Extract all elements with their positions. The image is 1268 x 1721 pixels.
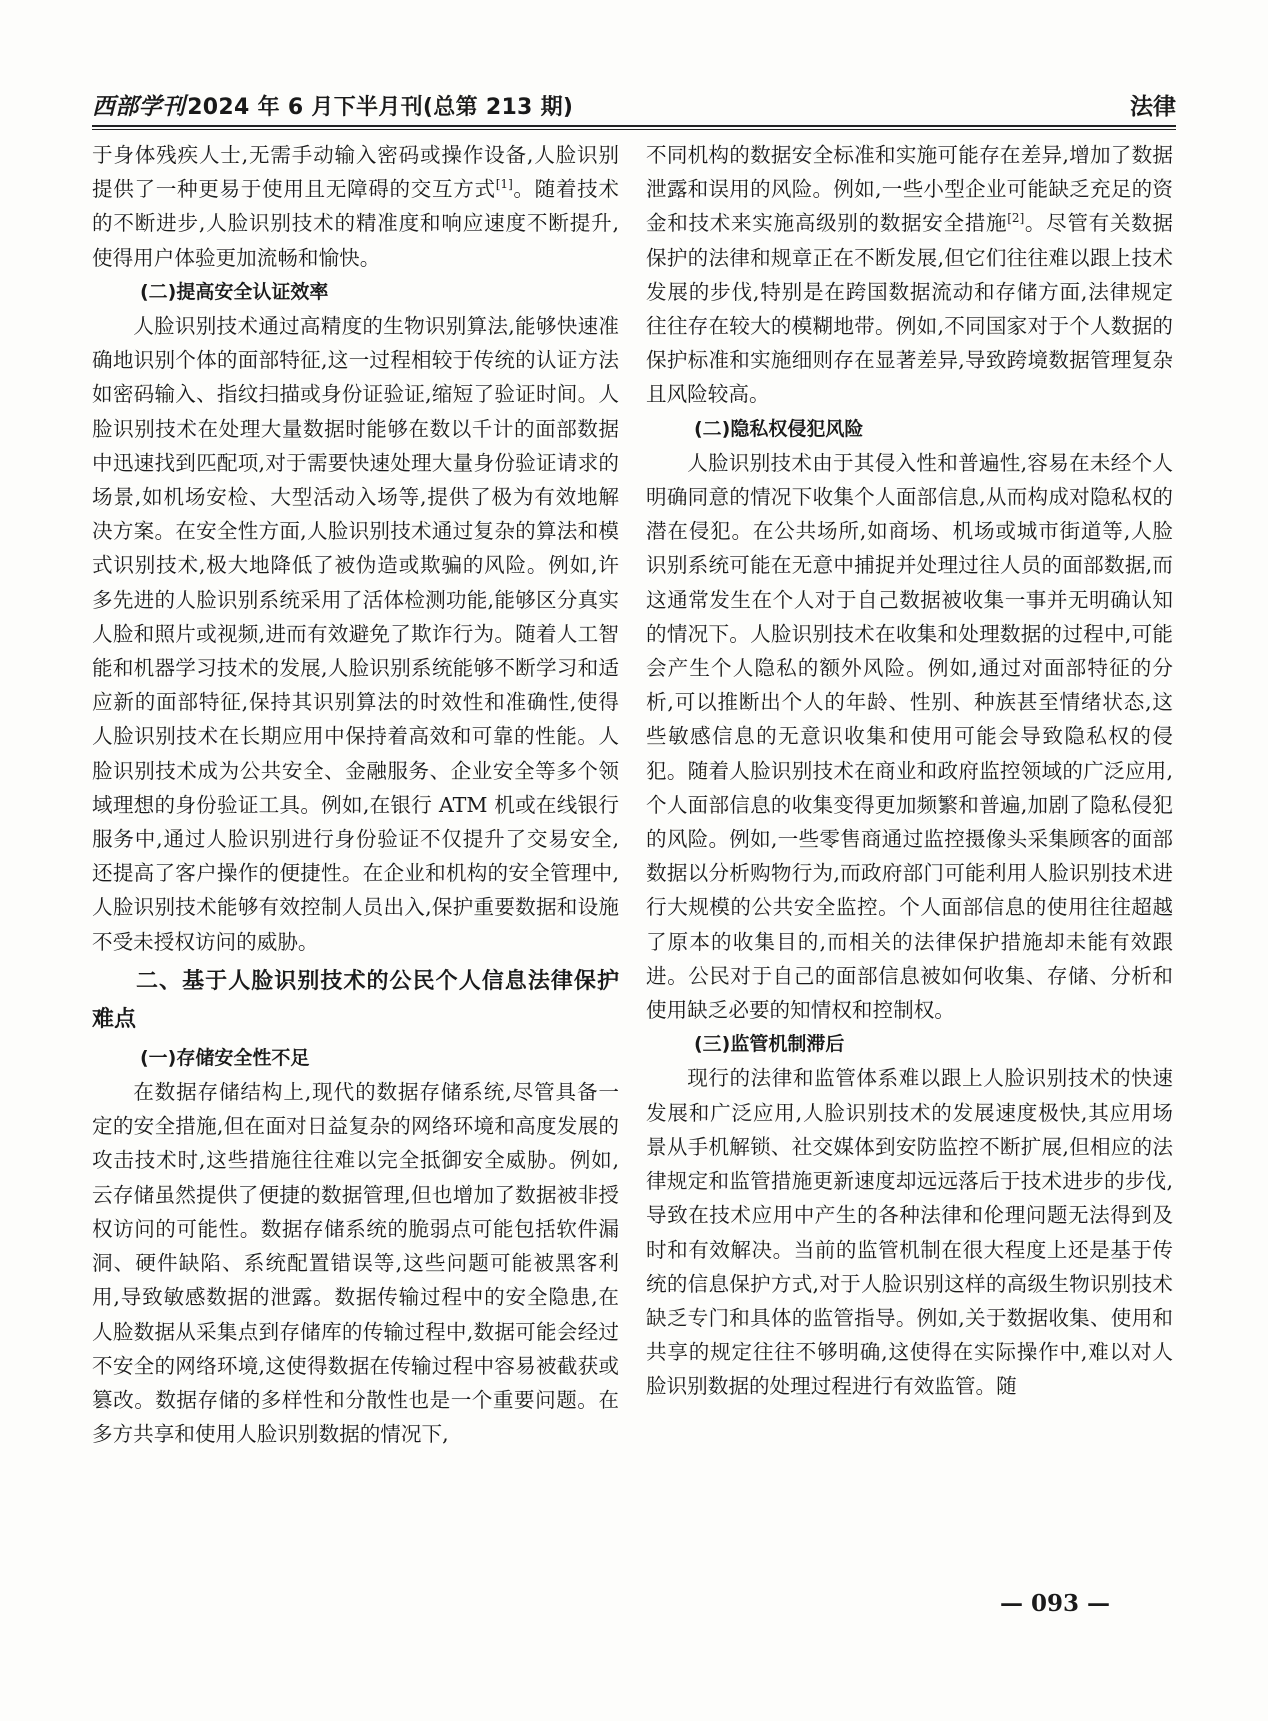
section-heading-2: 二、基于人脸识别技术的公民个人信息法律保护难点: [92, 968, 619, 1032]
paragraph-text: 。尽管有关数据保护的法律和规章正在不断发展,但它们往往难以跟上技术发展的步伐,特别是在跨国数据流动和存储方面,法律规定往往存在较大的模糊地带。例如,不同国家对于个人数据的保护标准和实施细则存在显著差异,导致跨境数据管理复杂且风险较高。: [646, 211, 1173, 407]
header-rule-thick: [92, 125, 1176, 127]
paragraph: 人脸识别技术通过高精度的生物识别算法,能够快速准确地识别个体的面部特征,这一过程相较于传统的认证方法如密码输入、指纹扫描或身份证验证,缩短了验证时间。人脸识别技术在处理大量数据时能够在数以千计的面部数据中迅速找到匹配项,对于需要快速处理大量身份验证请求的场景,如机场安检、大型活动入场等,提供了极为有效地解决方案。在安全性方面,人脸识别技术通过复杂的算法和模式识别技术,极大地降低了被伪造或欺骗的风险。例如,许多先进的人脸识别系统采用了活体检测功能,能够区分真实人脸和照片或视频,进而有效避免了欺诈行为。随着人工智能和机器学习技术的发展,人脸识别系统能够不断学习和适应新的面部特征,保持其识别算法的时效性和准确性,使得人脸识别技术在长期应用中保持着高效和可靠的性能。人脸识别技术成为公共安全、金融服务、企业安全等多个领域理想的身份验证工具。例如,在银行 ATM 机或在线银行服务中,通过人脸识别进行身份验证不仅提升了交易安全,还提高了客户操作的便捷性。在企业和机构的安全管理中,人脸识别技术能够有效控制人员出入,保护重要数据和设施不受未授权访问的威胁。: [92, 314, 619, 954]
page-header: [92, 86, 1176, 124]
section-label: 法律: [1130, 94, 1176, 120]
left-column: [92, 138, 619, 1578]
journal-issue: [92, 88, 573, 121]
right-column: [646, 138, 1173, 1578]
paragraph: 在数据存储结构上,现代的数据存储系统,尽管具备一定的安全措施,但在面对日益复杂的网络环境和高度发展的攻击技术时,这些措施往往难以完全抵御安全威胁。例如,云存储虽然提供了便捷的数据管理,但也增加了数据被非授权访问的可能性。数据存储系统的脆弱点可能包括软件漏洞、硬件缺陷、系统配置错误等,这些问题可能被黑客利用,导致敏感数据的泄露。数据传输过程中的安全隐患,在人脸数据从采集点到存储库的传输过程中,数据可能会经过不安全的网络环境,这使得数据在传输过程中容易被截获或篡改。数据存储的多样性和分散性也是一个重要问题。在多方共享和使用人脸识别数据的情况下,: [92, 1080, 619, 1447]
paragraph-text: 于身体残疾人士,无需手动输入密码或操作设备,人脸识别提供了一种更易于使用且无障碍的交互方式: [92, 143, 619, 202]
paragraph: [92, 138, 619, 275]
header-rule-thin: [92, 129, 1176, 130]
page-number: — 093 —: [1000, 1590, 1111, 1617]
issue-info: 2024 年 6 月下半月刊(总第 213 期): [187, 95, 574, 120]
citation-2: [2]: [1007, 211, 1025, 226]
paragraph: [646, 138, 1173, 412]
journal-logo: 西部学刊: [92, 93, 186, 120]
subheading-2-3: (三)监管机制滞后: [694, 1033, 845, 1056]
subheading-2-1: (一)存储安全性不足: [140, 1046, 310, 1069]
paragraph: 现行的法律和监管体系难以跟上人脸识别技术的快速发展和广泛应用,人脸识别技术的发展速度极快,其应用场景从手机解锁、社交媒体到安防监控不断扩展,但相应的法律规定和监管措施更新速度却远远落后于技术进步的步伐,导致在技术应用中产生的各种法律和伦理问题无法得到及时和有效解决。当前的监管机制在很大程度上还是基于传统的信息保护方式,对于人脸识别这样的高级生物识别技术缺乏专门和具体的监管指导。例如,关于数据收集、使用和共享的规定往往不够明确,这使得在实际操作中,难以对人脸识别数据的处理过程进行有效监管。随: [646, 1066, 1173, 1399]
paragraph-text: 。随着技术的不断进步,人脸识别技术的精准度和响应速度不断提升,使得用户体验更加流畅和愉快。: [92, 177, 619, 270]
subheading-2: (二)提高安全认证效率: [140, 280, 329, 303]
paragraph-text: 不同机构的数据安全标准和实施可能存在差异,增加了数据泄露和误用的风险。例如,一些小型企业可能缺乏充足的资金和技术来实施高级别的数据安全措施: [646, 143, 1173, 236]
citation-1: [1]: [495, 177, 513, 192]
subheading-2-2: (二)隐私权侵犯风险: [694, 417, 864, 440]
paragraph: 人脸识别技术由于其侵入性和普遍性,容易在未经个人明确同意的情况下收集个人面部信息,从而构成对隐私权的潜在侵犯。在公共场所,如商场、机场或城市街道等,人脸识别系统可能在无意中捕捉并处理过往人员的面部数据,而这通常发生在个人对于自己数据被收集一事并无明确认知的情况下。人脸识别技术在收集和处理数据的过程中,可能会产生个人隐私的额外风险。例如,通过对面部特征的分析,可以推断出个人的年龄、性别、种族甚至情绪状态,这些敏感信息的无意识收集和使用可能会导致隐私权的侵犯。随着人脸识别技术在商业和政府监控领域的广泛应用,个人面部信息的收集变得更加频繁和普遍,加剧了隐私侵犯的风险。例如,一些零售商通过监控摄像头采集顾客的面部数据以分析购物行为,而政府部门可能利用人脸识别技术进行大规模的公共安全监控。个人面部信息的使用往往超越了原本的收集目的,而相关的法律保护措施却未能有效跟进。公民对于自己的面部信息被如何收集、存储、分析和使用缺乏必要的知情权和控制权。: [646, 450, 1173, 1023]
